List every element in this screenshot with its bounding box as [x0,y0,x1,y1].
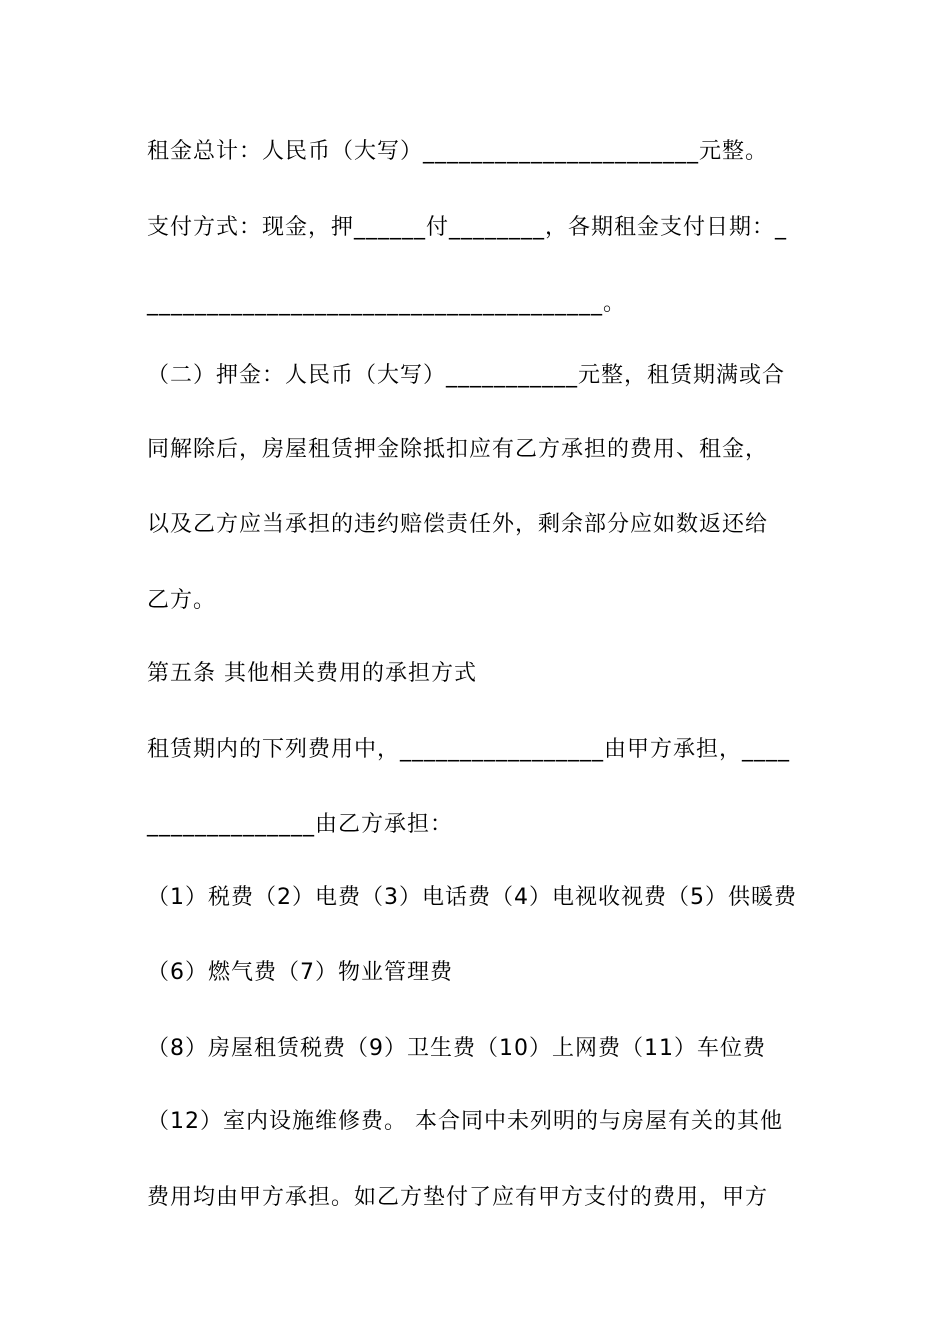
text-line-payment-method: 支付方式：现金，押______付________，各期租金支付日期：_ [147,215,788,240]
text-line-payment-date-blank: ______________________________________。 [147,291,627,316]
fee-list-line-4: （12）室内设施维修费。 本合同中未列明的与房屋有关的其他 [147,1109,783,1134]
text-line-deposit-cont-1: 同解除后，房屋租赁押金除抵扣应有乙方承担的费用、租金， [147,437,769,462]
text-line-deposit-cont-2: 以及乙方应当承担的违约赔偿责任外，剩余部分应如数返还给 [147,512,769,537]
fee-list-line-1: （1）税费（2）电费（3）电话费（4）电视收视费（5）供暖费 [147,885,797,910]
text-line-other-fees: 费用均由甲方承担。如乙方垫付了应有甲方支付的费用，甲方 [147,1185,769,1210]
text-line-rent-total: 租金总计：人民币（大写）_______________________元整。 [147,139,769,164]
text-line-fees-split: 租赁期内的下列费用中，_________________由甲方承担，____ [147,737,791,762]
text-line-deposit: （二）押金：人民币（大写）___________元整，租赁期满或合 [147,363,786,388]
text-line-fees-split-cont: ______________由乙方承担： [147,812,454,837]
fee-list-line-3: （8）房屋租赁税费（9）卫生费（10）上网费（11）车位费 [147,1036,766,1061]
article-five-heading: 第五条 其他相关费用的承担方式 [147,661,477,686]
fee-list-line-2: （6）燃气费（7）物业管理费 [147,960,453,985]
text-line-deposit-cont-3: 乙方。 [147,588,217,613]
